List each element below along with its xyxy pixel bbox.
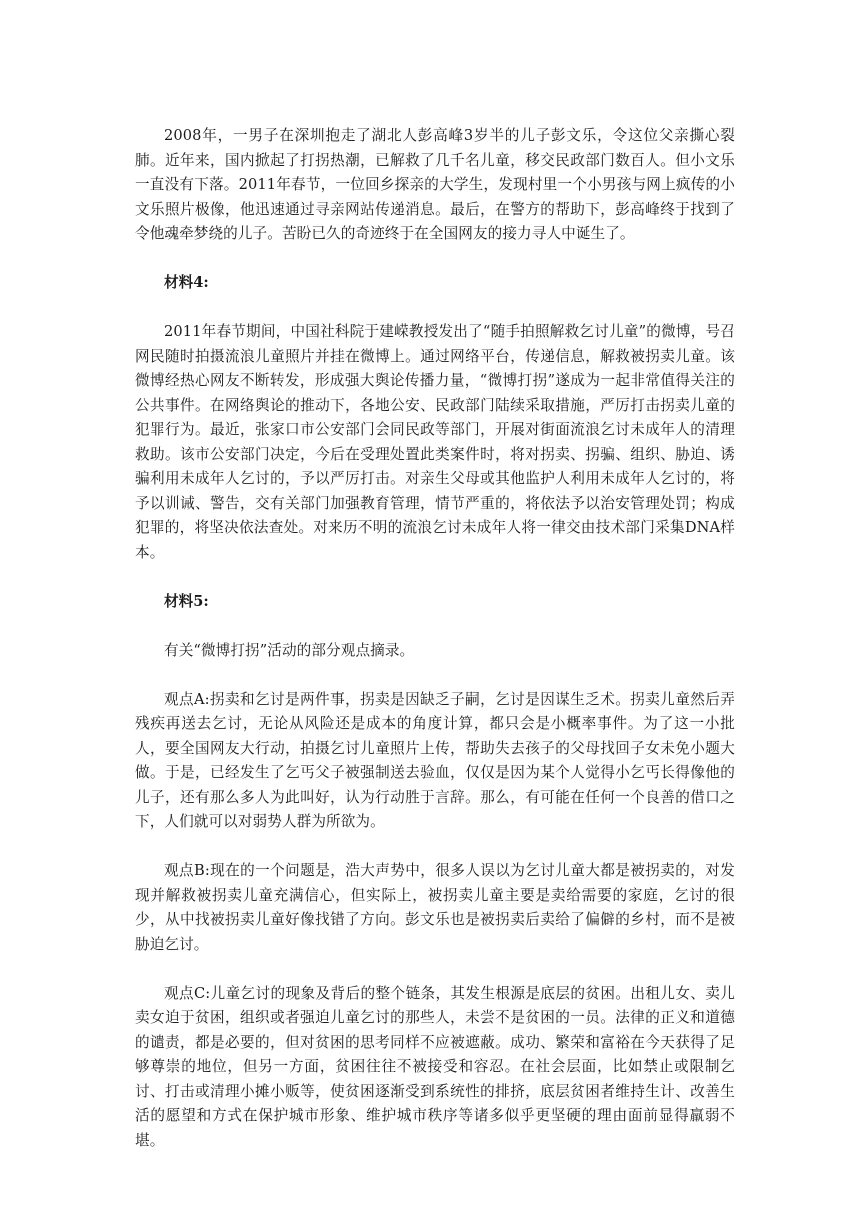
paragraph-gap bbox=[135, 835, 735, 860]
paragraph-gap bbox=[135, 247, 735, 272]
paragraph-viewpoint-c: 观点C:儿童乞讨的现象及背后的整个链条，其发生根源是底层的贫困。出租儿女、卖儿卖女迫于贫困，组织或者强迫儿童乞讨的那些人，未尝不是贫困的一员。法律的正义和道德的谴责，都是必要的，但对贫困的思考同样不应被遮蔽。成功、繁荣和富裕在今天获得了足够尊崇的地位，但另一方面，贫困往往不被接受和容忍。在社会层面，比如禁止或限制乞讨、打击或清理小摊小贩等，使贫困逐渐受到系统性的排挤，底层贫困者维持生计、改善生活的愿望和方式在保护城市形象、维护城市秩序等诸多似乎更坚硬的理由面前显得羸弱不堪。 bbox=[135, 984, 735, 1149]
paragraph-intro-viewpoints: 有关“微博打拐”活动的部分观点摘录。 bbox=[164, 641, 415, 659]
paragraph-gap bbox=[135, 565, 735, 590]
paragraph-gap bbox=[135, 663, 735, 688]
paragraph-viewpoint-b: 观点B:现在的一个问题是，浩大声势中，很多人误以为乞讨儿童大都是被拐卖的，对发现并解救被拐卖儿童充满信心，但实际上，被拐卖儿童主要是卖给需要的家庭，乞讨的很少，从中找被拐卖儿童好像找错了方向。彭文乐也是被拐卖后卖给了偏僻的乡村，而不是被胁迫乞讨。 bbox=[135, 862, 735, 953]
heading-material-4: 材料4: bbox=[164, 274, 209, 291]
paragraph-gap bbox=[135, 614, 735, 639]
paragraph-gap bbox=[135, 296, 735, 321]
paragraph-gap bbox=[135, 957, 735, 982]
paragraph-weibo-campaign: 2011年春节期间，中国社科院于建嵘教授发出了“随手拍照解救乞讨儿童”的微博，号召网民随时拍摄流浪儿童照片并挂在微博上。通过网络平台，传递信息，解救被拐卖儿童。该微博经热心网友不断转发，形成强大舆论传播力量，“微博打拐”遂成为一起非常值得关注的公共事件。在网络舆论的推动下，各地公安、民政部门陆续采取措施，严厉打击拐卖儿童的犯罪行为。最近，张家口市公安部门会同民政等部门，开展对街面流浪乞讨未成年人的清理救助。该市公安部门决定，今后在受理处置此类案件时，将对拐卖、拐骗、组织、胁迫、诱骗利用未成年人乞讨的，予以严厉打击。对亲生父母或其他监护人利用未成年人乞讨的，将予以训诫、警告，交有关部门加强教育管理，情节严重的，将依法予以治安管理处罚；构成犯罪的，将坚决依法查处。对来历不明的流浪乞讨未成年人将一律交由技术部门采集DNA样本。 bbox=[135, 323, 735, 561]
paragraph-viewpoint-a: 观点A:拐卖和乞讨是两件事，拐卖是因缺乏子嗣，乞讨是因谋生乏术。拐卖儿童然后弄残疾再送去乞讨，无论从风险还是成本的角度计算，都只会是小概率事件。为了这一小批人，要全国网友大行动，拍摄乞讨儿童照片上传，帮助失去孩子的父母找回子女未免小题大做。于是，已经发生了乞丐父子被强制送去验血，仅仅是因为某个人觉得小乞丐长得像他的儿子，还有那么多人为此叫好，认为行动胜于言辞。那么，有可能在任何一个良善的借口之下，人们就可以对弱势人群为所欲为。 bbox=[135, 690, 735, 830]
document-body bbox=[135, 124, 735, 1153]
heading-material-5: 材料5: bbox=[164, 592, 209, 610]
paragraph-peng-wenle: 2008年，一男子在深圳抱走了湖北人彭高峰3岁半的儿子彭文乐，令这位父亲撕心裂肺。近年来，国内掀起了打拐热潮，已解救了几千名儿童，移交民政部门数百人。但小文乐一直没有下落。2011年春节，一位回乡探亲的大学生，发现村里一个小男孩与网上疯传的小文乐照片极像，他迅速通过寻亲网站传递消息。最后，在警方的帮助下，彭高峰终于找到了令他魂牵梦绕的儿子。苦盼已久的奇迹终于在全国网友的接力寻人中诞生了。 bbox=[135, 127, 735, 242]
